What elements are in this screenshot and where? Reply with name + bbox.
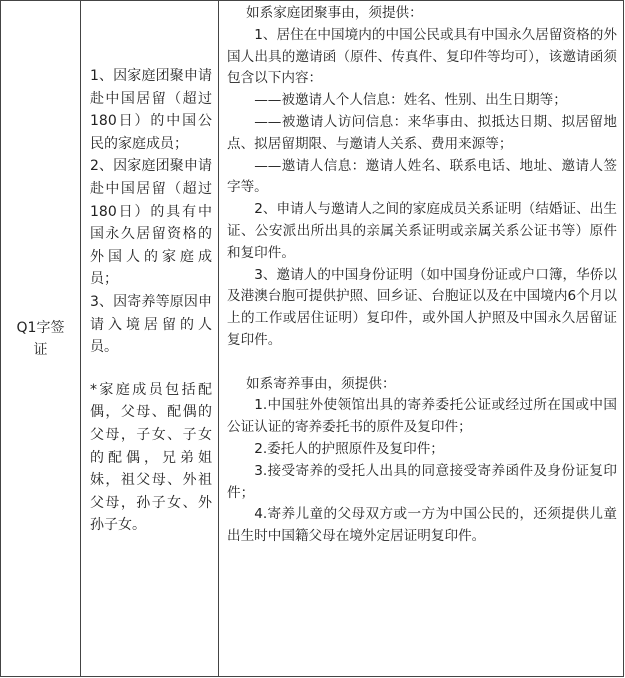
family-reunion-heading: 如系家庭团聚事由，须提供： — [246, 5, 423, 21]
table-row — [1, 1, 624, 677]
visa-type-cell — [1, 1, 81, 677]
family-member-note: *家庭成员包括配偶，父母、配偶的父母，子女、子女的配偶，兄弟姐妹，祖父母、外祖父母，孙子女、外孙子女。 — [90, 381, 212, 534]
requirement-item: 2、申请人与邀请人之间的家庭成员关系证明（结婚证、出生证、公安派出所出具的亲属关系证明或亲属关系公证书等）原件和复印件。 — [227, 201, 617, 261]
invitation-detail: ——被邀请人访问信息：来华事由、拟抵达日期、拟居留地点、拟居留期限、与邀请人关系、费用来源等； — [227, 113, 617, 152]
applicant-item: 1、因家庭团聚申请赴中国居留（超过180日）的中国公民的家庭成员； — [90, 68, 212, 152]
invitation-detail: ——被邀请人个人信息：姓名、性别、出生日期等； — [254, 92, 567, 109]
requirement-item: 2.委托人的护照原件及复印件； — [254, 440, 444, 457]
spacer — [227, 352, 617, 374]
requirement-item: 3、邀请人的中国身份证明（如中国身份证或户口簿，华侨以及港澳台胞可提供护照、回乡证、台胞证以及在中国境内6个月以上的工作或居住证明）复印件，或外国人护照及中国永久居留证复印件。 — [227, 266, 617, 348]
applicant-scope-cell — [81, 1, 219, 677]
applicant-item: 3、因寄养等原因申请入境居留的人员。 — [90, 293, 212, 356]
invitation-detail: ——邀请人信息：邀请人姓名、联系电话、地址、邀请人签字等。 — [227, 157, 617, 196]
visa-type-label: Q1字签证 — [16, 319, 65, 358]
requirement-item: 4.寄养儿童的父母双方或一方为中国公民的，还须提供儿童出生时中国籍父母在境外定居证明复印件。 — [227, 506, 617, 545]
requirement-item: 1、居住在中国境内的中国公民或具有中国永久居留资格的外国人出具的邀请函（原件、传真件、复印件等均可），该邀请函须包含以下内容： — [227, 26, 617, 87]
required-documents-cell — [219, 1, 624, 677]
foster-care-heading: 如系寄养事由，须提供： — [246, 375, 396, 392]
requirement-item: 1.中国驻外使领馆出具的寄养委托公证或经过所在国或中国公证认证的寄养委托书的原件及复印件； — [227, 397, 617, 436]
requirement-item: 3.接受寄养的受托人出具的同意接受寄养函件及身份证复印件； — [227, 462, 617, 501]
applicant-item: 2、因家庭团聚申请赴中国居留（超过180日）的具有中国永久居留资格的外国人的家庭成员； — [90, 158, 212, 288]
